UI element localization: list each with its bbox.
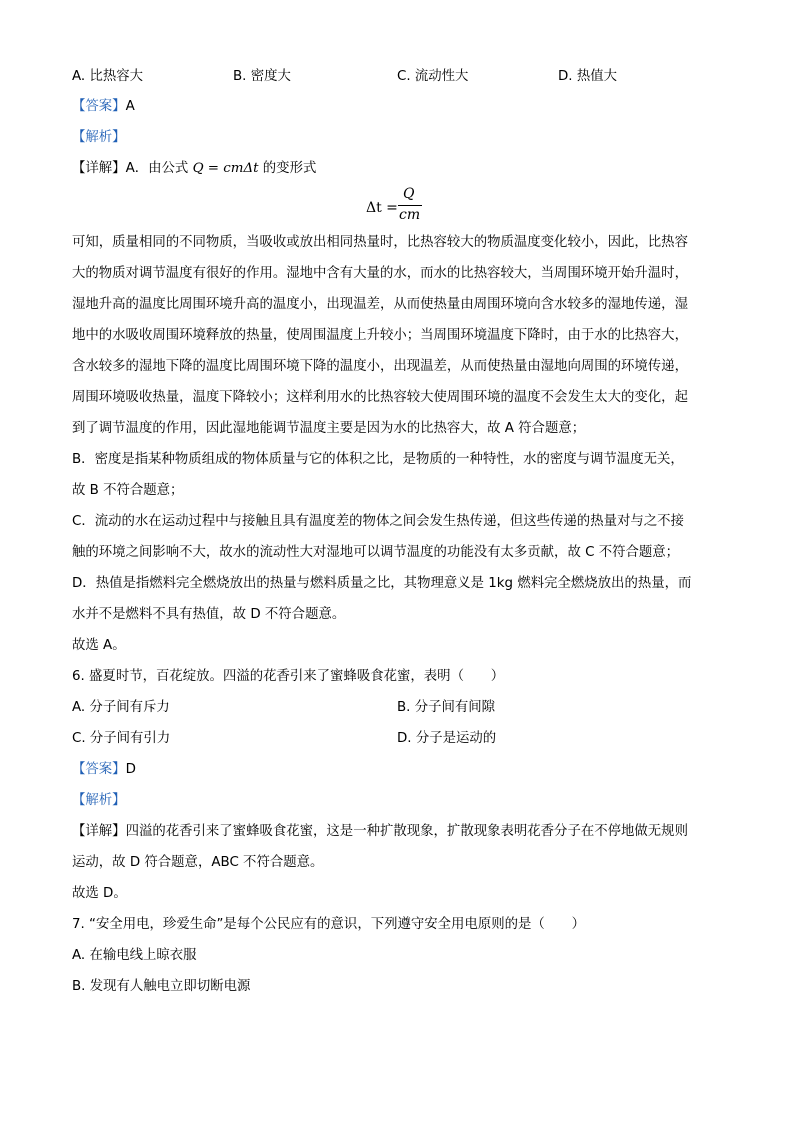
q6-detail-line: 运动，故 D 符合题意，ABC 不符合题意。 [72,855,324,870]
q5-text-line: 可知，质量相同的不同物质，当吸收或放出相同热量时，比热容较大的物质温度变化较小，因此，比热容 [72,235,688,250]
q5-text-line: 故 B 不符合题意； [72,483,184,498]
q5-text-line: D．热值是指燃料完全燃烧放出的热量与燃料质量之比，其物理意义是 1kg 燃料完全燃烧放出的热量，而 [72,576,692,591]
formula-denominator: cm [399,207,421,223]
q5-text-line: C．流动的水在运动过程中与接触且具有温度差的物体之间会发生热传递，但这些传递的热量对与之不接 [72,514,684,529]
q5-answer-line [72,97,135,117]
q7-question: 7. “安全用电，珍爱生命”是每个公民应有的意识，下列遵守安全用电原则的是（ ） [72,917,585,932]
formula-lhs: Δt = [366,200,398,216]
q5-analysis-tag: 【解析】 [72,130,126,145]
inline-formula: Q = cmΔt [192,161,259,176]
q5-text-line: 触的环境之间影响不大，故水的流动性大对湿地可以调节温度的功能没有太多贡献，故 C 不符合题意； [72,545,680,560]
fraction-bar [398,205,422,206]
q5-option-d: D. 热值大 [558,69,617,84]
q5-text-line: 到了调节温度的作用，因此湿地能调节温度主要是因为水的比热容大，故 A 符合题意； [72,421,586,436]
q5-detail-intro: 【详解】A．由公式 Q = cmΔt 的变形式 [72,161,317,176]
detail-tag: 【详解】 [72,824,126,839]
q6-analysis-tag: 【解析】 [72,793,126,808]
formula-numerator: Q [403,186,415,202]
q6-option-c: C. 分子间有引力 [72,731,171,746]
q6-answer: D [125,762,136,777]
q5-text-line: B．密度是指某种物质组成的物体质量与它的体积之比，是物质的一种特性，水的密度与调节温度无关， [72,452,684,467]
q6-conclusion: 故选 D。 [72,886,127,901]
q6-option-d: D. 分子是运动的 [397,731,497,746]
q5-conclusion: 故选 A。 [72,638,126,653]
answer-tag: 【答案】 [72,99,126,114]
q5-text-line: 周围环境吸收热量，温度下降较小；这样利用水的比热容较大使周围环境的温度不会发生太大的变化，起 [72,390,688,405]
q5-text-line: 水并不是燃料不具有热值，故 D 不符合题意。 [72,607,346,622]
q7-option-b: B. 发现有人触电立即切断电源 [72,979,251,994]
q5-answer: A [125,99,135,114]
q5-option-b: B. 密度大 [233,69,291,84]
q5-text-line: 大的物质对调节温度有很好的作用。湿地中含有大量的水，而水的比热容较大，当周围环境开始升温时， [72,266,688,281]
q5-text-line: 地中的水吸收周围环境释放的热量，使周围温度上升较小；当周围环境温度下降时，由于水的比热容大， [72,328,688,343]
q5-text-line: 湿地升高的温度比周围环境升高的温度小，出现温差，从而使热量由周围环境向含水较多的湿地传递，湿 [72,297,688,312]
q6-detail-line: 【详解】四溢的花香引来了蜜蜂吸食花蜜，这是一种扩散现象，扩散现象表明花香分子在不停地做无规则 [72,824,688,839]
q6-option-a: A. 分子间有斥力 [72,700,170,715]
display-formula [366,186,436,226]
answer-tag: 【答案】 [72,762,126,777]
detail-tag: 【详解】 [72,161,126,176]
q5-option-a: A. 比热容大 [72,69,143,84]
q6-question: 6. 盛夏时节，百花绽放。四溢的花香引来了蜜蜂吸食花蜜，表明（ ） [72,669,505,684]
q5-text-line: 含水较多的湿地下降的温度比周围环境下降的温度小，出现温差，从而使热量由湿地向周围的环境传递， [72,359,688,374]
q6-option-b: B. 分子间有间隙 [397,700,496,715]
q5-option-c: C. 流动性大 [397,69,469,84]
q6-answer-line [72,760,136,780]
q7-option-a: A. 在输电线上晾衣服 [72,948,197,963]
